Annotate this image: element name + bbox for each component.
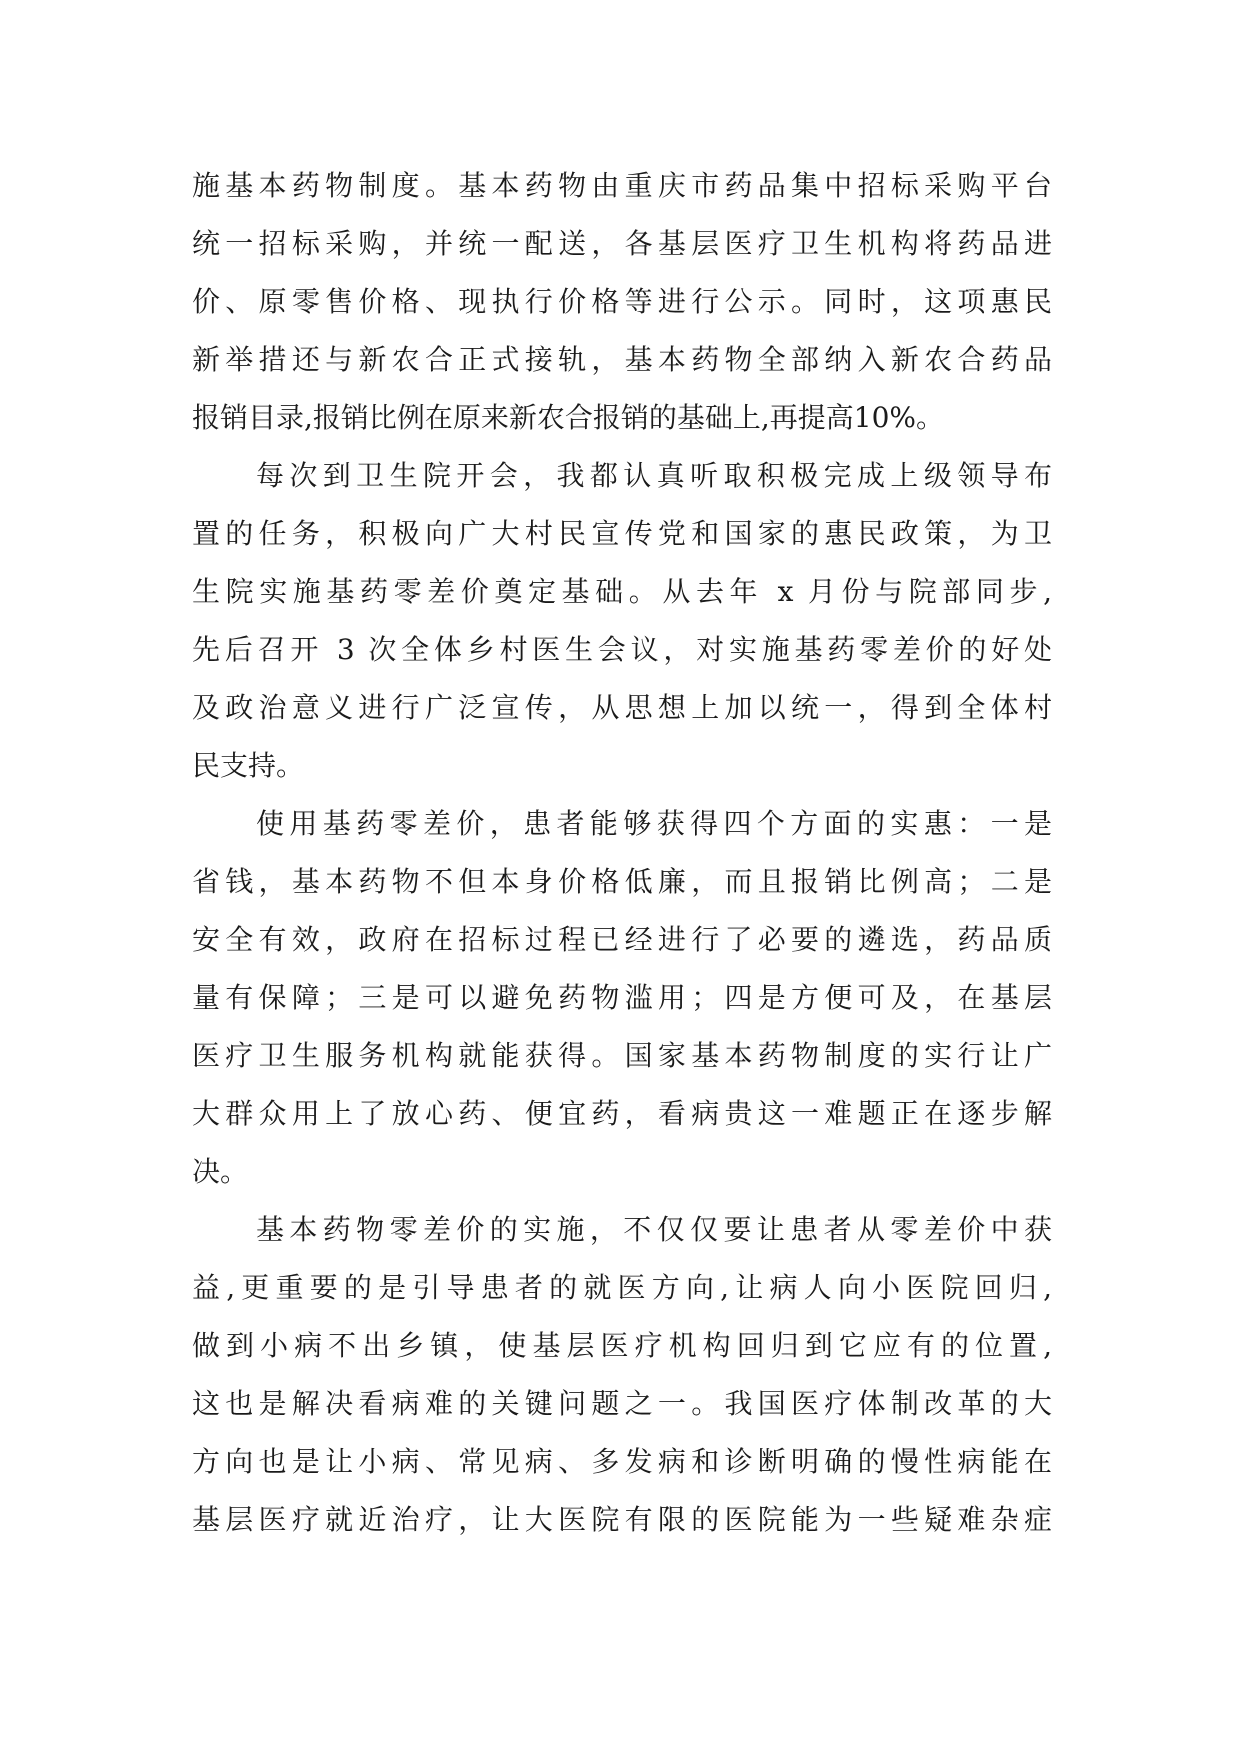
- text-line: 做到小病不出乡镇，使基层医疗机构回归到它应有的位置,: [192, 1329, 1052, 1362]
- text-line: 基本药物零差价的实施，不仅仅要让患者从零差价中获: [256, 1213, 1052, 1246]
- text-line: 大群众用上了放心药、便宜药，看病贵这一难题正在逐步解: [192, 1097, 1052, 1130]
- text-line: 民支持。: [192, 749, 305, 782]
- text-line: 量有保障；三是可以避免药物滥用；四是方便可及，在基层: [192, 981, 1052, 1014]
- text-line: 先后召开 3 次全体乡村医生会议，对实施基药零差价的好处: [192, 633, 1052, 666]
- text-line: 及政治意义进行广泛宣传，从思想上加以统一，得到全体村: [192, 691, 1052, 724]
- text-line: 统一招标采购，并统一配送，各基层医疗卫生机构将药品进: [192, 227, 1052, 260]
- text-line: 新举措还与新农合正式接轨，基本药物全部纳入新农合药品: [192, 343, 1052, 376]
- paragraph: [192, 157, 1052, 447]
- text-line: 基层医疗就近治疗，让大医院有限的医院能为一些疑难杂症: [192, 1503, 1052, 1536]
- text-line: 这也是解决看病难的关键问题之一。我国医疗体制改革的大: [192, 1387, 1052, 1420]
- text-line: 安全有效，政府在招标过程已经进行了必要的遴选，药品质: [192, 923, 1052, 956]
- document-body: [192, 157, 1052, 1549]
- text-line: 置的任务，积极向广大村民宣传党和国家的惠民政策，为卫: [192, 517, 1052, 550]
- text-line: 施基本药物制度。基本药物由重庆市药品集中招标采购平台: [192, 169, 1052, 202]
- text-line: 省钱，基本药物不但本身价格低廉，而且报销比例高；二是: [192, 865, 1052, 898]
- text-line: 每次到卫生院开会，我都认真听取积极完成上级领导布: [256, 459, 1052, 492]
- text-line: 医疗卫生服务机构就能获得。国家基本药物制度的实行让广: [192, 1039, 1052, 1072]
- text-line: 益,更重要的是引导患者的就医方向,让病人向小医院回归,: [192, 1271, 1052, 1304]
- paragraph: [192, 447, 1052, 795]
- text-line: 生院实施基药零差价奠定基础。从去年 x 月份与院部同步,: [192, 575, 1052, 608]
- text-line: 报销目录,报销比例在原来新农合报销的基础上,再提高10%。: [192, 401, 945, 434]
- text-line: 使用基药零差价，患者能够获得四个方面的实惠：一是: [256, 807, 1052, 840]
- text-line: 决。: [192, 1155, 249, 1188]
- paragraph: [192, 795, 1052, 1201]
- text-line: 方向也是让小病、常见病、多发病和诊断明确的慢性病能在: [192, 1445, 1052, 1478]
- paragraph: [192, 1201, 1052, 1549]
- text-line: 价、原零售价格、现执行价格等进行公示。同时，这项惠民: [192, 285, 1052, 318]
